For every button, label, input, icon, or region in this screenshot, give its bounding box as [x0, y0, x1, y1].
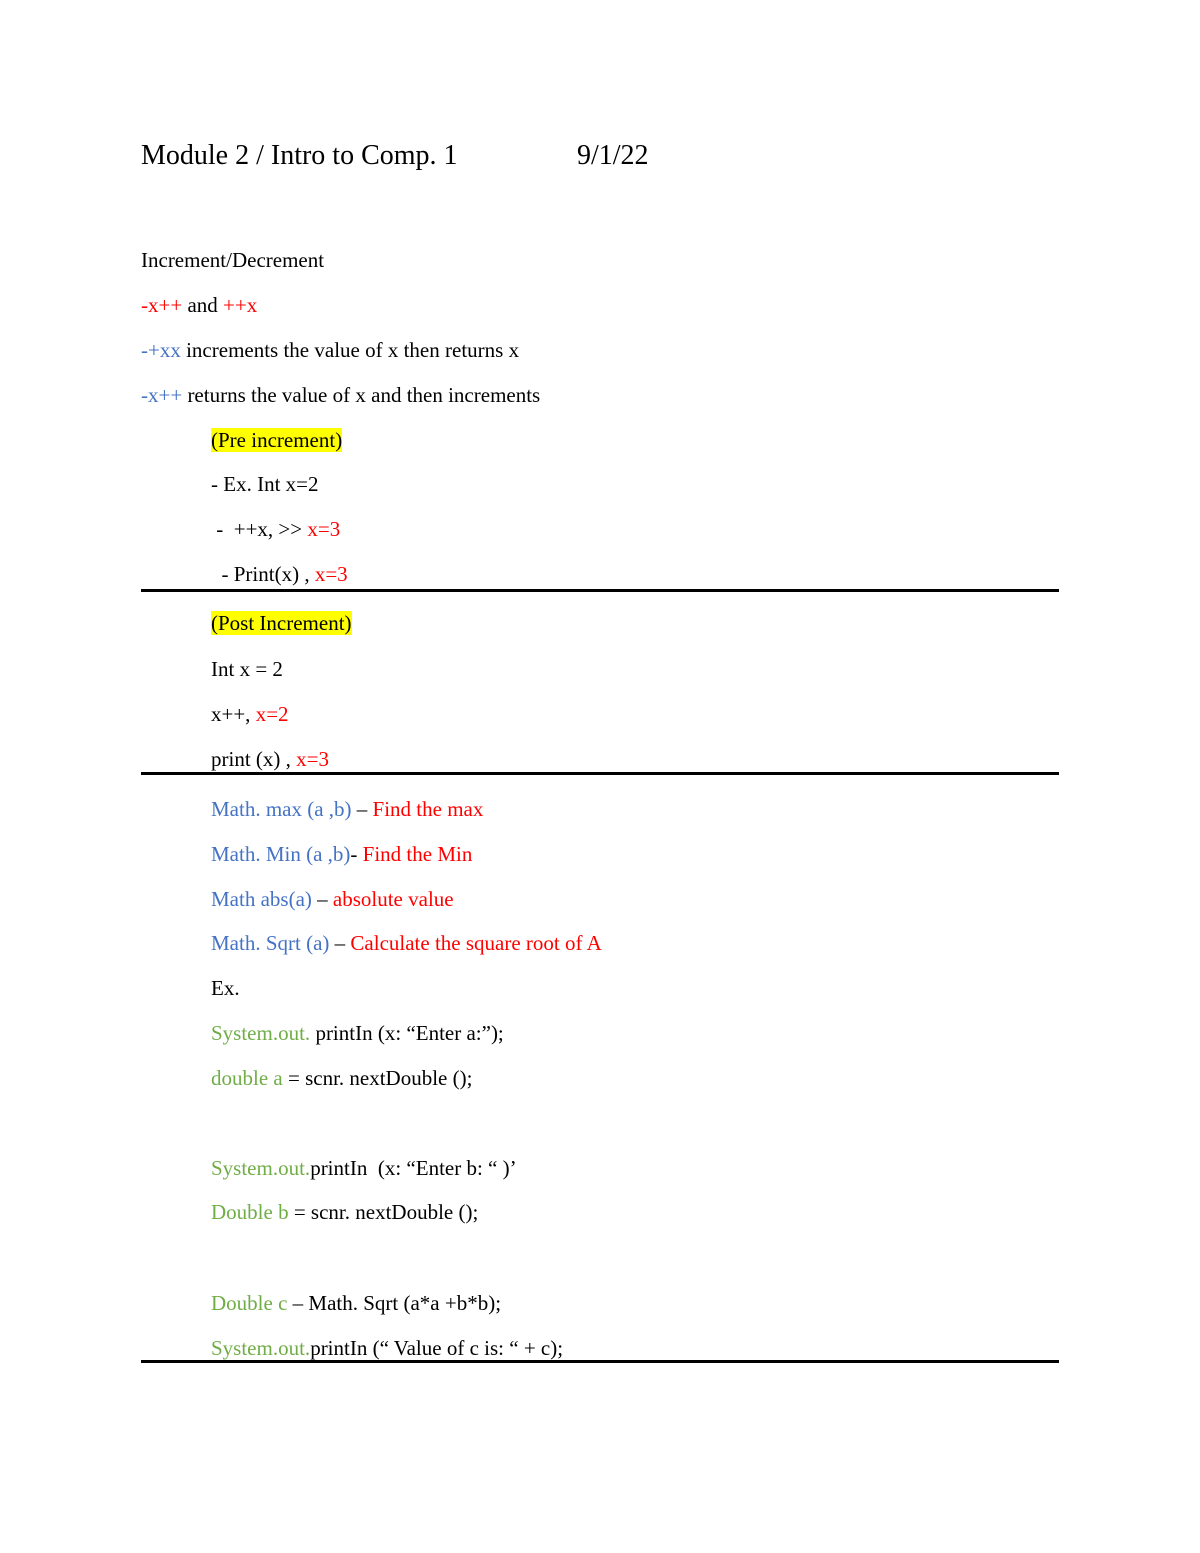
post-declaration: Int x = 2 [211, 657, 283, 681]
code-line-6 [211, 1334, 563, 1362]
code-text: – Math. Sqrt (a*a +b*b); [287, 1291, 502, 1315]
note-text: x++, [211, 702, 256, 726]
pre-step [211, 515, 340, 543]
note-text: – [311, 887, 333, 911]
example-label: Ex. [211, 976, 240, 1000]
code-text: printIn (x: “Enter b: “ )’ [310, 1156, 517, 1180]
page-title: Module 2 / Intro to Comp. 1 [141, 140, 458, 171]
code-text: = scnr. nextDouble (); [288, 1200, 479, 1224]
code-token: System.out. [211, 1021, 311, 1045]
code-token: -+xx [141, 338, 181, 362]
math-max-line [211, 795, 483, 823]
note-text: - [350, 842, 363, 866]
post-print [211, 745, 329, 773]
code-token: Math. max (a ,b) [211, 797, 352, 821]
code-line-1 [211, 1019, 504, 1047]
note-line-3 [141, 381, 540, 409]
code-line-4 [211, 1198, 478, 1226]
description: Find the Min [362, 842, 473, 866]
result-value: x=3 [307, 517, 341, 541]
math-min-line [211, 840, 472, 868]
code-text: = scnr. nextDouble (); [282, 1066, 473, 1090]
code-line-5 [211, 1289, 501, 1317]
code-text: printIn (“ Value of c is: “ + c); [310, 1336, 564, 1360]
note-text: – [351, 797, 373, 821]
code-token: Math. Sqrt (a) [211, 931, 330, 955]
highlighted-label: (Pre increment) [211, 428, 343, 452]
pre-example: - Ex. Int x=2 [211, 472, 319, 496]
code-line-3 [211, 1154, 517, 1182]
post-step [211, 700, 289, 728]
result-value: x=3 [296, 747, 329, 771]
note-text: returns the value of x and then increments [182, 383, 541, 407]
highlighted-label: (Post Increment) [211, 611, 352, 635]
note-line-1 [141, 291, 257, 319]
description: Calculate the square root of A [350, 931, 602, 955]
code-text: printIn (x: “Enter a:”); [310, 1021, 504, 1045]
code-token: Math. Min (a ,b) [211, 842, 351, 866]
note-text: increments the value of x then returns x [180, 338, 520, 362]
page-header [141, 140, 841, 180]
note-text: print (x) , [211, 747, 297, 771]
math-abs-line [211, 885, 454, 913]
code-token: Double c [211, 1291, 288, 1315]
result-value: x=3 [314, 562, 348, 586]
post-increment-label [211, 609, 352, 637]
math-sqrt-line [211, 929, 602, 957]
code-token: Double b [211, 1200, 289, 1224]
section-heading: Increment/Decrement [141, 248, 325, 272]
note-text: and [182, 293, 224, 317]
description: absolute value [332, 887, 454, 911]
pre-print [211, 560, 348, 588]
code-token: Math abs(a) [211, 887, 312, 911]
code-line-2 [211, 1064, 472, 1092]
note-text: - Print(x) , [211, 562, 315, 586]
code-token: ++x [223, 293, 258, 317]
code-token: System.out. [211, 1156, 311, 1180]
note-text: – [329, 931, 351, 955]
section-divider [141, 589, 1059, 592]
page-date: 9/1/22 [577, 140, 649, 171]
description: Find the max [372, 797, 484, 821]
section-divider [141, 1360, 1059, 1363]
code-token: -x++ [141, 293, 183, 317]
pre-increment-label [211, 426, 342, 454]
section-divider [141, 772, 1059, 775]
note-line-2 [141, 336, 519, 364]
result-value: x=2 [255, 702, 289, 726]
code-token: System.out. [211, 1336, 311, 1360]
note-text: - ++x, >> [211, 517, 308, 541]
code-token: double a [211, 1066, 283, 1090]
code-token: -x++ [141, 383, 183, 407]
